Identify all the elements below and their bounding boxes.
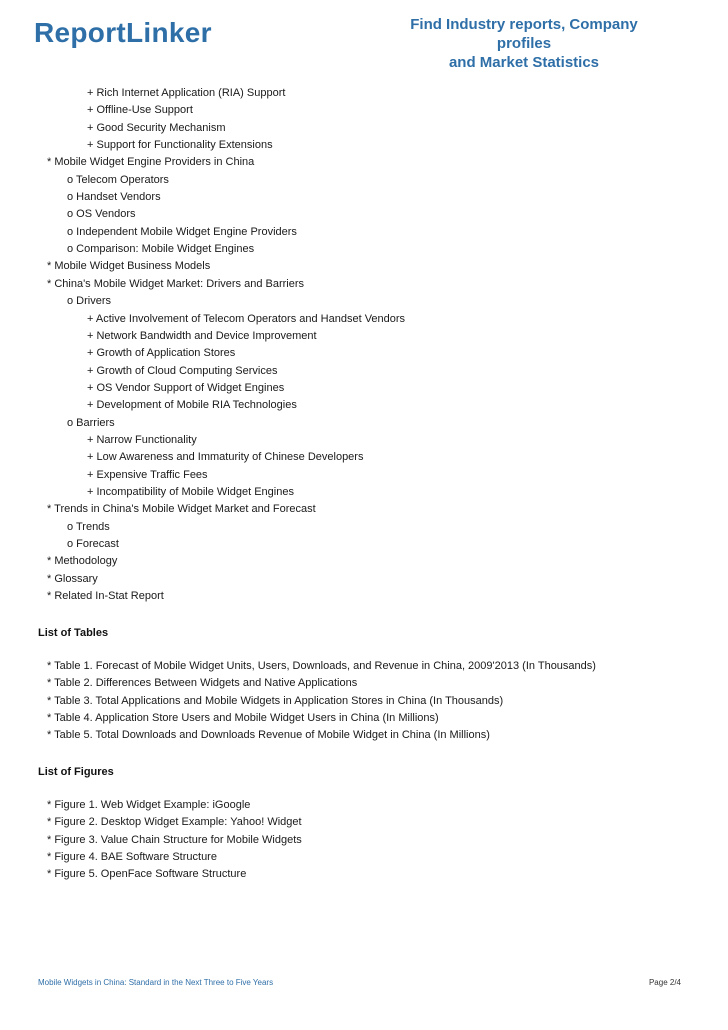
toc-item: * China's Mobile Widget Market: Drivers and Barriers <box>47 278 305 290</box>
toc-item: + Good Security Mechanism <box>87 122 226 134</box>
toc-item: * Glossary <box>47 573 98 585</box>
tagline-line-2: and Market Statistics <box>448 54 600 71</box>
tagline-line-1: Find Industry reports, Company profiles <box>410 16 638 52</box>
toc-item: + Low Awareness and Immaturity of Chinese Developers <box>87 451 364 463</box>
list-of-figures-item: * Figure 5. OpenFace Software Structure <box>47 868 247 880</box>
toc-item: * Mobile Widget Engine Providers in China <box>47 156 255 168</box>
toc-item: + Narrow Functionality <box>87 434 197 446</box>
toc-item: o Barriers <box>67 417 115 429</box>
list-of-figures-item: * Figure 2. Desktop Widget Example: Yahoo! Widget <box>47 816 302 828</box>
toc-item: o Telecom Operators <box>67 174 169 186</box>
toc-item: + Growth of Application Stores <box>87 347 236 359</box>
page-number: Page 2/4 <box>648 978 681 987</box>
toc-item: * Trends in China's Mobile Widget Market and Forecast <box>47 503 316 515</box>
list-of-figures-item: * Figure 3. Value Chain Structure for Mobile Widgets <box>47 834 302 846</box>
toc-item: + Offline-Use Support <box>87 104 193 116</box>
toc-item: + Rich Internet Application (RIA) Support <box>87 87 286 99</box>
toc-item: + Active Involvement of Telecom Operators and Handset Vendors <box>87 313 406 325</box>
page-header <box>0 0 728 70</box>
list-of-figures-heading: List of Figures <box>38 766 114 778</box>
toc-item: o Comparison: Mobile Widget Engines <box>67 243 255 255</box>
toc-item: * Methodology <box>47 555 118 567</box>
toc-item: o OS Vendors <box>67 208 136 220</box>
toc-item: + OS Vendor Support of Widget Engines <box>87 382 285 394</box>
list-of-tables-item: * Table 3. Total Applications and Mobile Widgets in Application Stores in China (In Thousands) <box>47 695 504 707</box>
toc-item: + Network Bandwidth and Device Improvement <box>87 330 317 342</box>
list-of-tables-item: * Table 5. Total Downloads and Downloads Revenue of Mobile Widget in China (In Millions) <box>47 729 490 741</box>
list-of-tables-item: * Table 4. Application Store Users and Mobile Widget Users in China (In Millions) <box>47 712 439 724</box>
toc-item: + Support for Functionality Extensions <box>87 139 273 151</box>
toc-item: o Drivers <box>67 295 112 307</box>
reportlinker-logo[interactable]: ReportLinker <box>34 17 212 48</box>
report-title-link[interactable]: Mobile Widgets in China: Standard in the Next Three to Five Years <box>38 978 274 987</box>
toc-item: o Independent Mobile Widget Engine Providers <box>67 226 297 238</box>
list-of-figures-item: * Figure 1. Web Widget Example: iGoogle <box>47 799 251 811</box>
toc-item: o Forecast <box>67 538 119 550</box>
page-footer <box>0 978 728 998</box>
header-tagline <box>392 15 656 72</box>
toc-item: + Incompatibility of Mobile Widget Engines <box>87 486 294 498</box>
list-of-tables-item: * Table 2. Differences Between Widgets and Native Applications <box>47 677 358 689</box>
toc-item: * Mobile Widget Business Models <box>47 260 211 272</box>
toc-item: + Expensive Traffic Fees <box>87 469 208 481</box>
toc-item: o Trends <box>67 521 110 533</box>
toc-item: o Handset Vendors <box>67 191 161 203</box>
toc-item: + Growth of Cloud Computing Services <box>87 365 278 377</box>
toc-item: * Related In-Stat Report <box>47 590 164 602</box>
list-of-tables-heading: List of Tables <box>38 627 109 639</box>
list-of-figures-item: * Figure 4. BAE Software Structure <box>47 851 217 863</box>
list-of-tables-item: * Table 1. Forecast of Mobile Widget Units, Users, Downloads, and Revenue in China, 2009'2013 (In Thousands) <box>47 660 596 672</box>
toc-item: + Development of Mobile RIA Technologies <box>87 399 297 411</box>
